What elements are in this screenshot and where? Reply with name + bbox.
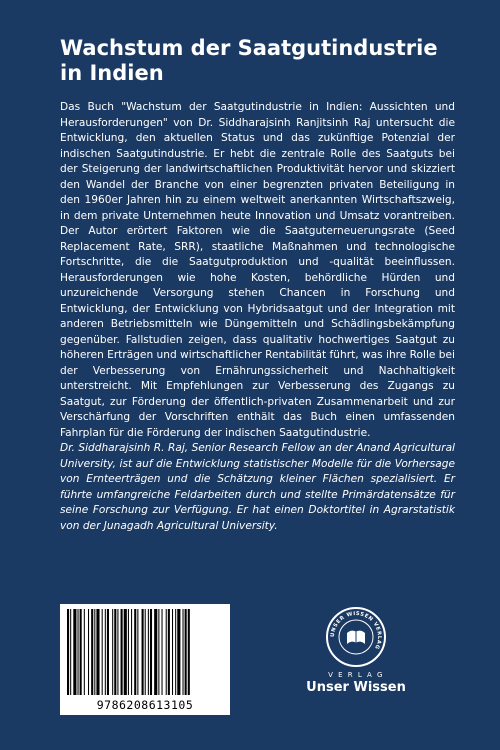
publisher-verlag-label: V E R L A G bbox=[328, 671, 384, 679]
isbn-barcode bbox=[60, 604, 230, 715]
publisher-logo bbox=[306, 606, 406, 706]
book-description: Das Buch "Wachstum der Saatgutindustrie in Indien: Aussichten und Herausforderungen" von Dr. Siddharajsinh Ranjitsinh Raj untersucht die Entwicklung, den aktuellen Status und das zukünftige Potenzial der indischen Saatgutindustrie. Er hebt die zentrale Rolle des Saatguts bei der Steigerung der landwirtschaftlichen Produktivität hervor und skizziert den Wandel der Branche von einer begrenzten privaten Beteiligung in den 1960er Jahren hin zu einem weltweit anerkannten Wirtschaftszweig, in dem private Unternehmen heute Innovation und Umsatz vorantreiben. Der Autor erörtert Faktoren wie die Saatguterneuerungsrate (Seed Replacement Rate, SRR), staatliche Maßnahmen und technologische Fortschritte, die die Saatgutproduktion und -qualität beeinflussen. Herausforderungen wie hohe Kosten, behördliche Hürden und unzureichende Versorgung stehen Chancen in Forschung und Entwicklung, der Entwicklung von Hybridsaatgut und der Integration mit anderen Betriebsmitteln wie Düngemitteln und Schädlingsbekämpfung gegenüber. Fallstudien zeigen, dass qualitativ hochwertiges Saatgut zu höheren Erträgen und wirtschaftlicher Rentabilität führt, was ihre Rolle bei der Verbesserung von Ernährungssicherheit und Nachhaltigkeit unterstreicht. Mit Empfehlungen zur Verbesserung des Zugangs zu Saatgut, zur Förderung der öffentlich-privaten Zusammenarbeit und zur Verschärfung der Vorschriften enthält das Buch einen umfassenden Fahrplan für die Förderung der indischen Saatgutindustrie. bbox=[60, 101, 455, 439]
book-title bbox=[60, 36, 460, 86]
publisher-seal-icon bbox=[325, 606, 387, 668]
isbn-digits: 9786208613105 bbox=[96, 698, 194, 712]
barcode-bars-icon bbox=[65, 609, 225, 695]
book-title-line-1: Wachstum der Saatgutindustrie bbox=[60, 36, 438, 60]
author-bio: Dr. Siddharajsinh R. Raj, Senior Research Fellow an der Anand Agricultural University, ist auf die Entwicklung statistischer Modelle für die Vorhersage von Ernteerträgen und die Schätzung kleiner Flächen spezialisiert. Er führte umfangreiche Feldarbeiten durch und stellte Primärdatensätze für seine Forschung zur Verfügung. Er hat einen Doktortitel in Agrarstatistik von der Junagadh Agricultural University. bbox=[60, 442, 455, 532]
publisher-ring-text: UNSER WISSEN VERLAG bbox=[329, 610, 383, 651]
publisher-name: Unser Wissen bbox=[306, 680, 406, 695]
svg-text:UNSER WISSEN VERLAG bbox=[330, 611, 382, 650]
book-title-line-2: in Indien bbox=[60, 61, 164, 85]
